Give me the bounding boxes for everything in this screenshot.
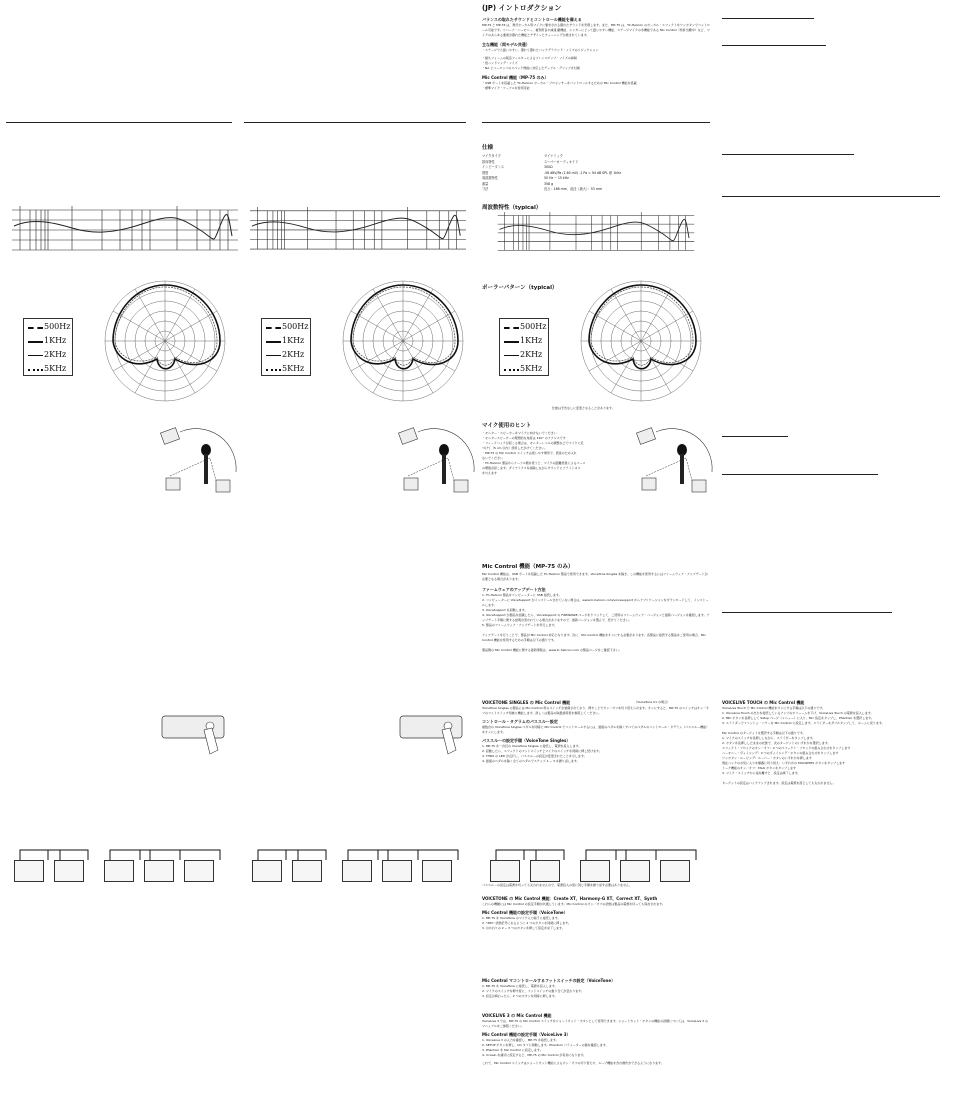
- pedal-chain-arrows-2b: [342, 846, 466, 862]
- legend-5khz: 5KHz: [282, 364, 305, 373]
- features-lead: ・ステージでも扱いやすい、優れて優れたバックグラウンド・ノイズのリジェクション: [482, 48, 599, 52]
- specs-note: 仕様は予告なしに変更となることがあります。: [552, 406, 615, 410]
- firmware-step: 4. VoiceSupport が製品を認識したら、VoiceSupport の FIRMWARE ページをクリックして、ご使用のファームウェア・バージョンと最新バージョンを確認します。アップデート手順に関する説明が書かれている場合がありますので、最新バージョンを選んで、続けてください。: [482, 613, 710, 622]
- pedal: [620, 860, 650, 882]
- pedal: [14, 860, 44, 882]
- touch-target-step: 3. マイク・スイッチから指を離すと、設定は終了します。: [722, 771, 801, 775]
- pedal: [422, 860, 452, 882]
- spec-key: 寸法: [482, 187, 489, 191]
- mic-usage-illustration-2: [398, 422, 478, 498]
- pedal-chain-arrows-main-a: [490, 846, 574, 862]
- spec-value: 50 Hz ~ 15 kHz: [544, 176, 569, 180]
- feature-item: ・NA とユーロッパのスペック規格に対応したデュアル・グリップを付属: [482, 66, 580, 70]
- specs-section: [482, 143, 710, 193]
- tip-line: ・モニター・スピーカーをマイクに向けないでください: [482, 431, 557, 435]
- polar-pattern-graph-1: [100, 276, 230, 406]
- passthrough-steps-heading: パススルーの設定手順（VoiceTone Singles）: [482, 738, 571, 743]
- mic-control-intro: Mic Control 機能は、USB ポートを搭載した TC-Helicon 製品で使用できます。VoiceTone Singles を除き、この機能を使用するにはファームウェア・アップデートが必要となる場合があります。: [482, 572, 708, 581]
- spec-row: [482, 187, 710, 193]
- touch-intro: VoiceLive Touch で Mic Control 機能をオンにする手順は以下の通りです。: [722, 706, 826, 710]
- voicelive3-end: これで、Mic Control スイッチはショートカット機能によるオン／オフの切り替えや、ループ機能を含む操作ができるようになります。: [482, 1061, 664, 1065]
- polar-legend-2: [261, 318, 311, 376]
- firmware-heading: ファームウェアのアップデート方法: [482, 587, 546, 592]
- create-steps-heading: Mic Control 機能の設定手順（VoiceTone）: [482, 910, 568, 915]
- specs-title: 仕様: [482, 145, 494, 151]
- create-paragraph: これらの機種には Mic Control の設定手順が共通しています。Mic Control のオン／オフの状態は製品の電源を切っても保存されます。: [482, 902, 666, 906]
- pedal: [144, 860, 174, 882]
- pedal: [104, 860, 134, 882]
- spec-key: 周波数特性: [482, 176, 498, 180]
- tip-line: ・MP-75 の Mic Control スイッチは使いやす場所で、誤差のため入れ: [482, 451, 577, 455]
- pedal: [580, 860, 610, 882]
- polar-pattern-title: ポーラーパターン（typical）: [482, 285, 558, 291]
- legend-500hz: 500Hz: [44, 322, 71, 331]
- frequency-response-graph-2: [250, 206, 466, 252]
- create-step: 2. "48V" 状態記号にあるように 2 つのボタンを同時に押します。: [482, 921, 571, 925]
- firmware-step: 1. TC-Helicon 製品をコンピューターに USB 接続します。: [482, 593, 562, 597]
- touch-title: VOICELIVE TOUCH の Mic Control 機能: [722, 700, 805, 705]
- feature-item: ・USB ポートを搭載した TC-Helicon ボーカル・プロセッサーをコントロールするための Mic Control 機能を搭載: [482, 81, 637, 85]
- passthrough-heading: コントロール・タグラムのパススルー設定: [482, 719, 558, 724]
- spec-value: ダイナミック: [544, 154, 563, 158]
- frequency-response-title: 周波数特性（typical）: [482, 205, 542, 211]
- firmware-step: 3. VoiceSupport を起動します。: [482, 608, 528, 612]
- rule-col1-top: [6, 122, 232, 123]
- legend-2khz: 2KHz: [44, 350, 67, 359]
- firmware-step: 2. コンピューターに VoiceSupport がインストールされていない場合は、www.tc-helicon.com/voicesupport からアプリケーションをダウンロードして、インストールします。: [482, 598, 709, 607]
- rule-right-3: [722, 154, 854, 155]
- polar-legend-1: [23, 318, 73, 376]
- pedal: [292, 860, 322, 882]
- legend-5khz: 5KHz: [520, 364, 543, 373]
- footswitch-hand-illustration-2: [398, 706, 468, 756]
- intro-heading: バランスの取れたサウンドとコントロール機能を備える: [482, 17, 582, 22]
- legend-500hz: 500Hz: [282, 322, 309, 331]
- pedal: [342, 860, 372, 882]
- mic-usage-illustration-1: [160, 422, 240, 498]
- firmware-step: 5. 製品のファームウェア・アップデートを実行します。: [482, 623, 558, 627]
- spec-key: マイクタイプ: [482, 154, 501, 158]
- spec-value: 長さ：186 mm、直径（最大）：53 mm: [544, 187, 603, 191]
- voicelive3-title: VOICELIVE 3 の Mic Control 機能: [482, 1013, 552, 1018]
- create-step: 1. MP-75 を VoiceTone のマイク入力端子に接続します。: [482, 916, 561, 920]
- singles-paragraph: VoiceTone Singles の製品には Mic Control 用のスイッチが装備されており、押すことでオン／オフを切り替えられます。オンにすると、MP-75 のスイッチはオン／オフのフットスイッチ同様に機能します。詳しくは製品の取扱説明書を参照してください。: [482, 706, 709, 715]
- passthrough-paragraph: 複数台の VoiceTone Singles ペダルを同時に Mic Control でコントロールするには、最後のペダルを除くすべてのペダルのコントロール・タグラム（パススルー機能）をオンにします。: [482, 725, 710, 734]
- footswitch-step: 2. マイクのスイッチを押す度に、フットスイッチの割り当てが変わります。: [482, 989, 584, 993]
- touch-end: ターゲットの設定はバックアップされます。設定は電源を落としても失われません。: [722, 781, 836, 785]
- rule-main-intro: [482, 122, 710, 123]
- spec-value: 358 g: [544, 181, 554, 186]
- passthrough-note: パススルーの設定は電源を切っても失われませんので、電源投入の度に同じ手順を繰り返す必要はありません。: [482, 883, 633, 887]
- rule-right-5: [722, 436, 788, 437]
- pedal: [660, 860, 690, 882]
- rule-right-6: [722, 474, 878, 475]
- footswitch-setting-section: [482, 978, 710, 999]
- spec-value: スーパーカーディオイド: [544, 159, 579, 164]
- voicelive3-step: 3. Phantom を Mic Control に設定します。: [482, 1048, 543, 1052]
- legend-5khz: 5KHz: [44, 364, 67, 373]
- mic-control-section: [482, 562, 710, 653]
- feature-item: ・標準マイク・ケーブルを使用可能: [482, 86, 530, 90]
- footswitch-step: 1. MP-75 を VoiceTone に接続し、電源を投入します。: [482, 984, 558, 988]
- pedal-chain-arrows-main-b: [580, 846, 704, 862]
- pedal: [252, 860, 282, 882]
- tip-line: ・TC-Helicon 製品からケーブル側を使うと、マイクの距離感覚によるベース: [482, 461, 586, 465]
- feature-item: ・耐久フォームの吸音フィルターによるプレンスポップ・ノイズの抑制: [482, 56, 577, 60]
- legend-2khz: 2KHz: [520, 350, 543, 359]
- create-step: 3. おかわりの 2 ~ 3 つのボタンを押して設定を完了します。: [482, 926, 565, 930]
- legend-1khz: 1KHz: [520, 336, 543, 345]
- tip-line: の増強が起こます。ダイナミクスを削除しながらサウンドにブライトネス: [482, 466, 581, 470]
- touch-target-step: トーク機能のオン／オフ：TALK ボタンをタップします: [722, 766, 797, 770]
- frequency-response-graph-main: [488, 212, 704, 252]
- touch-target-step: 現在バンクのお気に入りを順番に切り替え：いずれかの FAVORITES ボタンをタップします: [722, 761, 846, 765]
- voicelive3-steps-heading: Mic Control 機能の設定手順（VoiceLive 3）: [482, 1032, 571, 1037]
- passthrough-step: 3. THRU の LED が点灯し、パススルーの設定が変更されたことを示します。: [482, 754, 587, 758]
- spec-key: インピーダンス: [482, 165, 505, 169]
- pedal: [382, 860, 412, 882]
- intro-title: (JP) イントロダクション: [482, 4, 562, 12]
- legend-1khz: 1KHz: [282, 336, 305, 345]
- passthrough-step: 1. MP-75 を一台目の VoiceTone Singles に接続し、電源を投入します。: [482, 744, 582, 748]
- intro-section: [482, 3, 710, 91]
- intro-paragraph: MP-75 と MP-76 は、現代ボーカル用マイクに要求される優れたサウンドを実現します。また、MP-75 は、TC-Helicon のボーカル・エフェクトをワンボタンでコントロール可能です。リバーブ・ハーモニー、複利用音や減速 顕機能、シンガーにとって扱いやすい機能、ステージマイクの多機能である Mic Control（特許出願中）など、マイクのあらゆる要素が優れた機能とデザインとチューニングが施されています。: [482, 23, 710, 37]
- spec-key: 指向特性: [482, 159, 495, 164]
- polar-legend-main: [499, 318, 549, 376]
- spec-value: 300Ω: [544, 165, 553, 169]
- pedal: [54, 860, 84, 882]
- pedal-chain-arrows-1a: [14, 846, 98, 862]
- tip-line: づけて（5 cm 以内）使用したがけてください。: [482, 446, 548, 450]
- voicelive3-step: 2. SETUP ボタンを押し、I/O タブに移動します。Phantom パラメーターの値を確認します。: [482, 1043, 609, 1047]
- touch-target-step: エフェクト・ブロックのオン／オフ：4 つのエフェクト・ブロックの組み合わせをタップします: [722, 746, 851, 750]
- passthrough-step: 4. 最後のペダルを除く全てのペダルでステップ 1 ~ 3 を繰り返します。: [482, 759, 580, 763]
- mic-control-title: Mic Control 機能（MP-75 のみ）: [482, 564, 574, 570]
- pedal: [530, 860, 560, 882]
- voicetone-create-section: [482, 896, 710, 931]
- touch-step: 1. VoiceLive Touch の出力を接続しているアンプのボリュームを下げ、VoiceLive Touch の電源を投入します。: [722, 711, 874, 715]
- footswitch-hand-illustration-1: [160, 706, 230, 756]
- mic-control-features-heading: Mic Control 機能（MP-75 のみ）: [482, 75, 549, 80]
- footswitch-step: 3. 設定が終わったら、2 つのボタンを同時に押します。: [482, 994, 558, 998]
- mic-usage-illustration-main: [636, 422, 716, 498]
- tip-line: ・モニタースピーカーの理想的な角度は 120° のアクシスです: [482, 436, 566, 440]
- voicetone-singles-section: [482, 700, 710, 764]
- rule-right-7: [722, 612, 892, 613]
- voicelive3-step: 1. VoiceLive 3 の入力を確認し、MP-75 を接続します。: [482, 1038, 559, 1042]
- spec-key: 感度: [482, 170, 489, 175]
- features-heading: 主な機能（両モデル共通）: [482, 42, 530, 47]
- touch-target-intro: Mic Control のターゲットを選択する手順は以下の通りです。: [722, 731, 806, 735]
- touch-step: 3. スライダーでファントム・パワーを Mic Control に設定します。スライダーをダブルタップして、ホームに戻ります。: [722, 721, 885, 725]
- singles-title: VOICETONE SINGLES の Mic Control 機能: [482, 700, 571, 705]
- spec-value: -56 dBV/Pa (1.60 mV) -1 Pa = 94 dB SPL @ 1kHz: [544, 170, 622, 175]
- pedal: [184, 860, 214, 882]
- singles-tag: （VoiceTone C1 の場合）: [634, 700, 670, 704]
- rule-right-2: [722, 45, 826, 46]
- rule-right-4: [722, 196, 940, 197]
- tip-line: ないでください: [482, 456, 504, 460]
- touch-step: 2. MIC ボタンを長押しして Setup ページ（メニュー）に入り、Mic 設定をタップし、Phantom を選択します。: [722, 716, 875, 720]
- create-title: VOICETONE の Mic Control 機能：Create XT、Harmony-G XT、Correct XT、Synth: [482, 896, 658, 901]
- voicelive-touch-section: [722, 700, 950, 786]
- pedal-chain-arrows-1b: [104, 846, 228, 862]
- footswitch-heading: Mic Control マコントロールするフットスイッチの設定（VoiceTone）: [482, 978, 616, 983]
- touch-target-step: ハーモニー・ヴォイシング：4 つのヴォイシング・ボタンの組み合わせをタップします: [722, 751, 839, 755]
- rule-right-1: [722, 18, 814, 19]
- touch-target-step: 1. マイクのスイッチを長押ししながら、スライダーをタップします。: [722, 736, 816, 740]
- touch-target-step: 2. ボタンを長押ししたままの状態で、次のターゲットのいずれかを選択します。: [722, 741, 831, 745]
- mic-tips-section: [482, 421, 632, 476]
- legend-1khz: 1KHz: [44, 336, 67, 345]
- voicelive3-section: [482, 1013, 710, 1066]
- frequency-response-graph-1: [12, 206, 238, 252]
- voicelive3-step: 4. In Gain を適切に設定すると、MP-75 の Mic Control が有効になります。: [482, 1053, 587, 1057]
- pedal: [490, 860, 520, 882]
- polar-pattern-graph-2: [338, 276, 468, 406]
- pedal-chain-arrows-2a: [252, 846, 336, 862]
- mic-control-info: 製品側の Mic Control 機能に関する最新情報は、www.tc-helicon.com の製品ページをご確認下さい。: [482, 648, 622, 652]
- spec-key: 重量: [482, 181, 489, 186]
- tip-line: ・フィードバックが起こる場合は、モニターレベルの調整などでマイクに近: [482, 441, 584, 445]
- mic-control-after-update: アップデートを行うことで、製品が Mic Control 対応となります。次に、Mic Control 機能をオンにする必要があります。各製品に接続する製品をご使用の場合、Mic Control 機能を使用するための手順は以下の通りです。: [482, 633, 706, 642]
- tip-line: を与えます: [482, 471, 498, 475]
- mic-tips-title: マイク使用のヒント: [482, 423, 532, 429]
- feature-item: ・低ハンドリング・ノイズ: [482, 61, 518, 65]
- polar-pattern-graph-main: [576, 276, 706, 406]
- voicelive3-paragraph: VoiceLive 3 では、MP-75 の Mic Control スイッチをショートカット・ボタンとして使用できます。ショートカット・ボタンの機能の詳細については、VoiceLive 3 のマニュアルをご参照ください。: [482, 1019, 709, 1028]
- touch-target-step: ワンボタン・ルーピング：ルーパー・ボタンのいずれかを押します: [722, 756, 812, 760]
- passthrough-step: 2. 起動したら、エフェクトのフットスイッチとマイクのスイッチを同時に押し続けます。: [482, 749, 602, 753]
- rule-col2-top: [244, 122, 466, 123]
- legend-2khz: 2KHz: [282, 350, 305, 359]
- legend-500hz: 500Hz: [520, 322, 547, 331]
